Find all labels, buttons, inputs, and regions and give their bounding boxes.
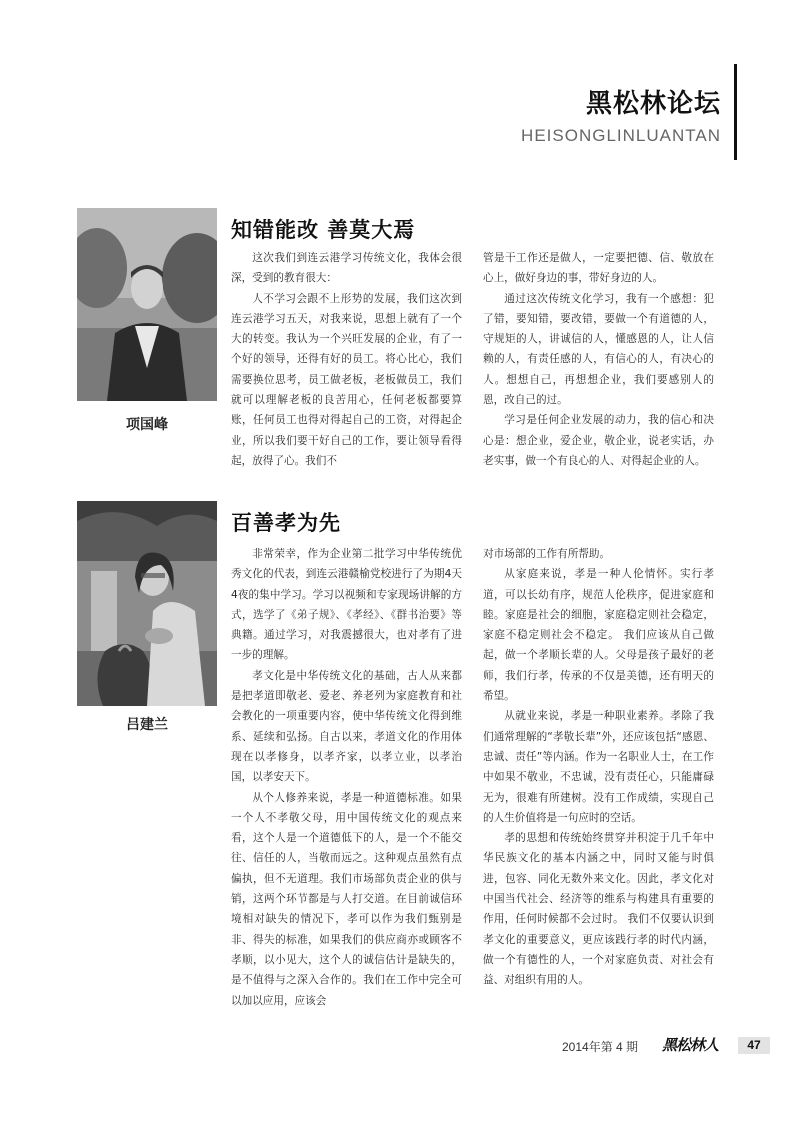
paragraph: 孝的思想和传统始终贯穿并积淀于几千年中华民族文化的基本内涵之中，同时又能与时俱进，包容、同化无数外来文化。因此，孝文化对中国当代社会、经济等的维系与构建具有重要的作用，任何时候都不会过时。 我们不仅要认识到孝文化的重要意义，更应该践行孝的时代内涵，做一个有德性的人，一个对家庭负责、对社会有益、对组织有用的人。 <box>483 832 714 987</box>
article-title-2: 百善孝为先 <box>231 510 341 535</box>
article2-column-left <box>231 544 462 1011</box>
author-name-2: 吕建兰 <box>126 717 168 733</box>
author-photo-2 <box>77 501 217 706</box>
paragraph: 对市场部的工作有所帮助。 <box>483 548 611 560</box>
author-name-1: 项国峰 <box>126 417 168 433</box>
author-photo-1 <box>77 208 217 401</box>
paragraph: 这次我们到连云港学习传统文化，我体会很深，受到的教育很大： <box>231 252 462 285</box>
paragraph: 通过这次传统文化学习，我有一个感想：犯了错，要知错，要改错，要做一个有道德的人，守规矩的人，讲诚信的人，懂感恩的人，让人信赖的人，有责任感的人，有信心的人，有决心的人。想想自己，再想想企业，我们要感别人的恩，改自己的过。 <box>483 292 714 407</box>
page-number: 47 <box>738 1037 770 1054</box>
article1-column-right <box>483 248 714 471</box>
paragraph: 学习是任何企业发展的动力，我的信心和决心是：想企业，爱企业，敬企业，说老实话，办老实事，做一个有良心的人、对得起企业的人。 <box>483 414 714 467</box>
issue-label: 2014年第 4 期 <box>562 1040 639 1054</box>
header-divider <box>734 64 737 160</box>
paragraph: 从家庭来说，孝是一种人伦情怀。实行孝道，可以长幼有序，规范人伦秩序，促进家庭和睦。家庭是社会的细胞，家庭稳定则社会稳定，家庭不稳定则社会不稳定。 我们应该从自己做起，做一个孝顺长辈的人。父母是孩子最好的老师，我们行孝，传承的不仅是美德，还有明天的希望。 <box>483 568 714 703</box>
article-title-1: 知错能改 善莫大焉 <box>231 217 416 242</box>
article1-column-left <box>231 248 462 471</box>
page-footer <box>562 1037 772 1055</box>
section-subtitle: HEISONGLINLUANTAN <box>521 126 721 145</box>
paragraph: 孝文化是中华传统文化的基础，古人从来都是把孝道即敬老、爱老、养老列为家庭教育和社会教化的一项重要内容，使中华传统文化得到维系、延续和弘扬。自古以来，孝道文化的作用体现在以孝修身，以孝齐家，以孝立业，以孝治国，以孝安天下。 <box>231 669 462 784</box>
paragraph: 管是干工作还是做人，一定要把德、信、敬放在心上，做好身边的事，带好身边的人。 <box>483 252 714 285</box>
article2-column-right <box>483 544 714 991</box>
paragraph: 人不学习会跟不上形势的发展，我们这次到连云港学习五天，对我来说，思想上就有了一个大的转变。我认为一个兴旺发展的企业，有了一个好的领导，还得有好的员工。将心比心，我们需要换位思考，员工做老板，老板做员工，我们就可以理解老板的良苦用心，任何老板都要算账，任何员工也得对得起自己的工资，对得起企业，所以我们要干好自己的工作，要让领导看得起，放得了心。我们不 <box>231 292 462 467</box>
section-title: 黑松林论坛 <box>585 89 721 119</box>
paragraph: 从个人修养来说，孝是一种道德标准。如果一个人不孝敬父母，用中国传统文化的观点来看，这个人是一个道德低下的人，是一个不能交往、信任的人，当敬而远之。这种观点虽然有点偏执，但不无道理。我们市场部负责企业的供与销，这两个环节都是与人打交道。在目前诚信环境相对缺失的情况下，孝可以作为我们甄别是非、得失的标准，如果我们的供应商亦或顾客不孝顺，以小见大，这个人的诚信估计是缺失的，是不值得与之深入合作的。我们在工作中完全可以加以应用，应该会 <box>231 791 462 1007</box>
paragraph: 从就业来说，孝是一种职业素养。孝除了我们通常理解的“孝敬长辈”外，还应该包括“感恩、忠诚、责任”等内涵。作为一名职业人士，在工作中如果不敬业，不忠诚，没有责任心，只能庸碌无为，很难有所建树。没有工作成绩，实现自己的人生价值将是一句应时的空话。 <box>483 710 714 824</box>
paragraph: 非常荣幸，作为企业第二批学习中华传统优秀文化的代表，到连云港赣榆党校进行了为期4天4夜的集中学习。学习以视频和专家现场讲解的方式，选学了《弟子规》、《孝经》、《群书治要》等典籍。通过学习，对我震撼很大，也对孝有了进一步的理解。 <box>231 548 462 662</box>
magazine-logo: 黑松林人 <box>662 1036 719 1054</box>
section-header <box>521 88 721 146</box>
